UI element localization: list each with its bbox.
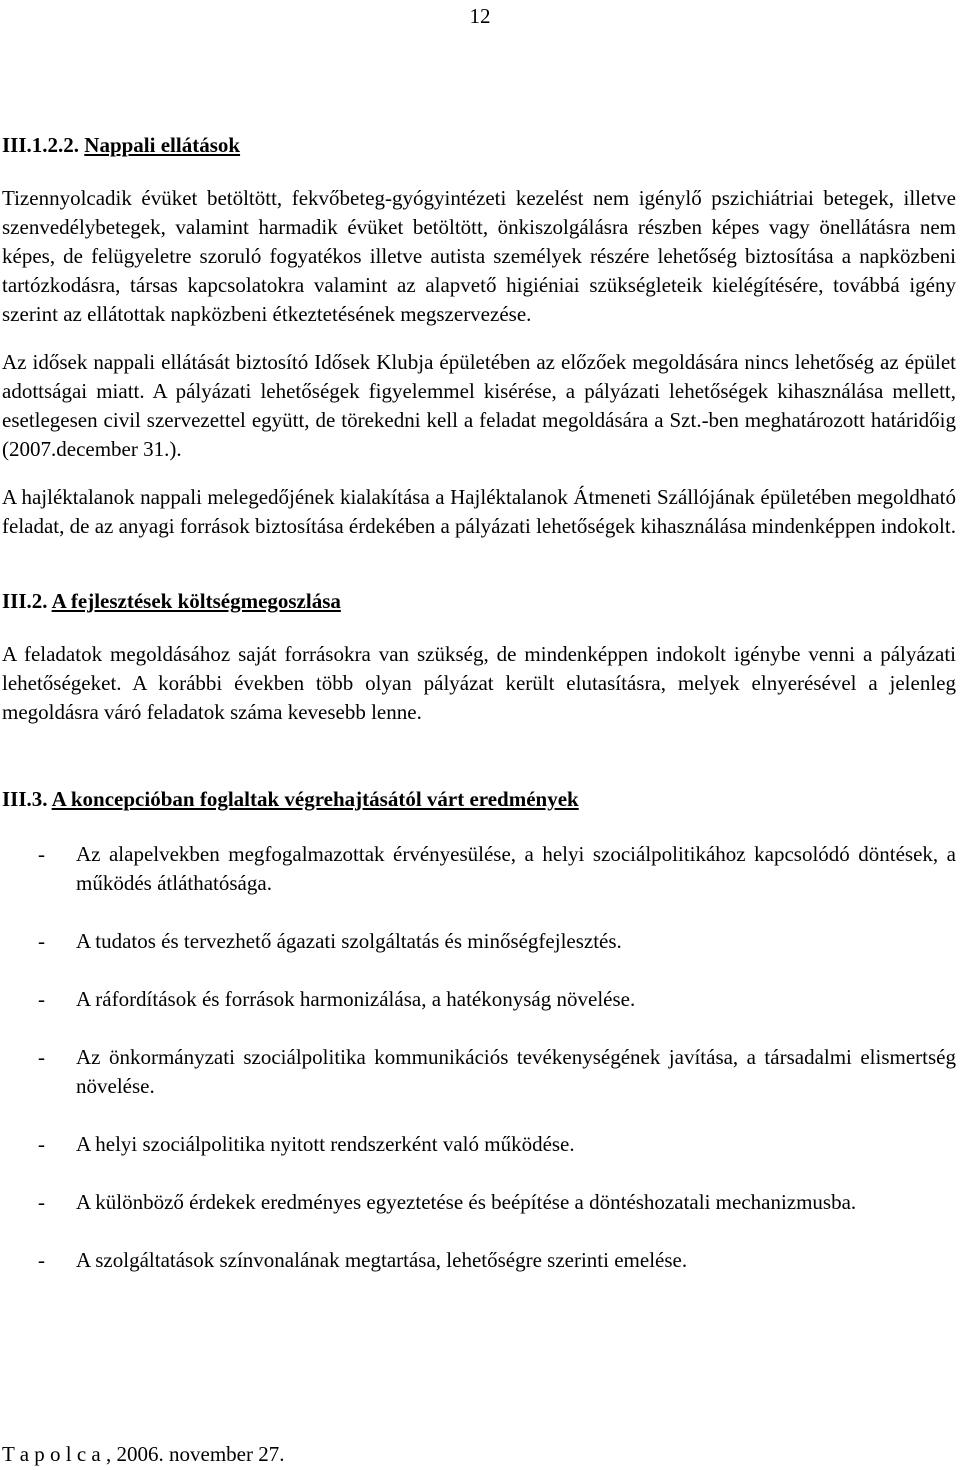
list-item-text: Az alapelvekben megfogalmazottak érvényesülése, a helyi szociálpolitikához kapcsolódó döntések, a működés átláthatósága. — [76, 842, 956, 895]
results-list — [2, 840, 956, 1275]
list-item — [2, 840, 956, 898]
bullet-dash: - — [38, 987, 45, 1011]
paragraph: A hajléktalanok nappali melegedőjének kialakítása a Hajléktalanok Átmeneti Szállójának épületében megoldható feladat, de az anyagi források biztosítása érdekében a pályázati lehetőségek kihasználása mindenképpen indokolt. — [2, 485, 956, 538]
list-item-text: Az önkormányzati szociálpolitika kommunikációs tevékenységének javítása, a társadalmi elismertség növelése. — [76, 1045, 956, 1098]
list-item-text: A különböző érdekek eredményes egyeztetése és beépítése a döntéshozatali mechanizmusba. — [76, 1190, 857, 1214]
bullet-dash: - — [38, 1132, 45, 1156]
section-number: III.2. — [2, 589, 48, 613]
place-date-signature: T a p o l c a , 2006. november 27. — [2, 1442, 285, 1466]
list-item — [2, 1043, 956, 1101]
list-item-text: A helyi szociálpolitika nyitott rendszerként való működése. — [76, 1132, 575, 1156]
section-title: A koncepcióban foglaltak végrehajtásától várt eredmények — [51, 787, 579, 811]
paragraph: Tizennyolcadik évüket betöltött, fekvőbeteg-gyógyintézeti kezelést nem igénylő pszichiátriai betegek, illetve szenvedélybetegek, valamint harmadik évüket betöltött, önkiszolgálásra részben képes vagy önellátásra nem képes, de felügyeletre szoruló fogyatékos illetve autista személyek részére lehetőség biztosítása a napközbeni tartózkodásra, társas kapcsolatokra valamint az alapvető higiéniai szükségleteik kielégítésére, továbbá igény szerint az ellátottak napközbeni étkeztetésének megszervezése. — [2, 186, 956, 326]
section-title: Nappali ellátások — [84, 133, 241, 157]
section-heading-koltsegmegoszlas — [2, 587, 956, 616]
list-item-text: A ráfordítások és források harmonizálása, a hatékonyság növelése. — [76, 987, 636, 1011]
section-heading-nappali-ellatasok — [2, 131, 956, 160]
bullet-dash: - — [38, 1248, 45, 1272]
page-number: 12 — [469, 4, 491, 28]
list-item-text: A tudatos és tervezhető ágazati szolgáltatás és minőségfejlesztés. — [76, 929, 622, 953]
bullet-dash: - — [38, 842, 45, 866]
section-number: III.1.2.2. — [2, 133, 80, 157]
section-heading-vart-eredmenyek — [2, 785, 956, 814]
bullet-dash: - — [38, 1190, 45, 1214]
bullet-dash: - — [38, 929, 45, 953]
list-item-text: A szolgáltatások színvonalának megtartása, lehetőségre szerinti emelése. — [76, 1248, 688, 1272]
section-title: A fejlesztések költségmegoszlása — [51, 589, 341, 613]
list-item — [2, 927, 956, 956]
section-number: III.3. — [2, 787, 48, 811]
list-item — [2, 1130, 956, 1159]
list-item — [2, 985, 956, 1014]
paragraph: A feladatok megoldásához saját forrásokra van szükség, de mindenképpen indokolt igénybe venni a pályázati lehetőségeket. A korábbi években több olyan pályázat került elutasításra, melyek elnyerésével a jelenleg megoldásra váró feladatok száma kevesebb lenne. — [2, 642, 956, 724]
bullet-dash: - — [38, 1045, 45, 1069]
paragraph: Az idősek nappali ellátását biztosító Idősek Klubja épületében az előzőek megoldására nincs lehetőség az épület adottságai miatt. A pályázati lehetőségek figyelemmel kisérése, a pályázati lehetőségek kihasználása mellett, esetlegesen civil szervezettel együtt, de törekedni kell a feladat megoldására a Szt.-ben meghatározott határidőig (2007.december 31.). — [2, 350, 956, 461]
list-item — [2, 1188, 956, 1217]
list-item — [2, 1246, 956, 1275]
document-body — [2, 131, 956, 1304]
